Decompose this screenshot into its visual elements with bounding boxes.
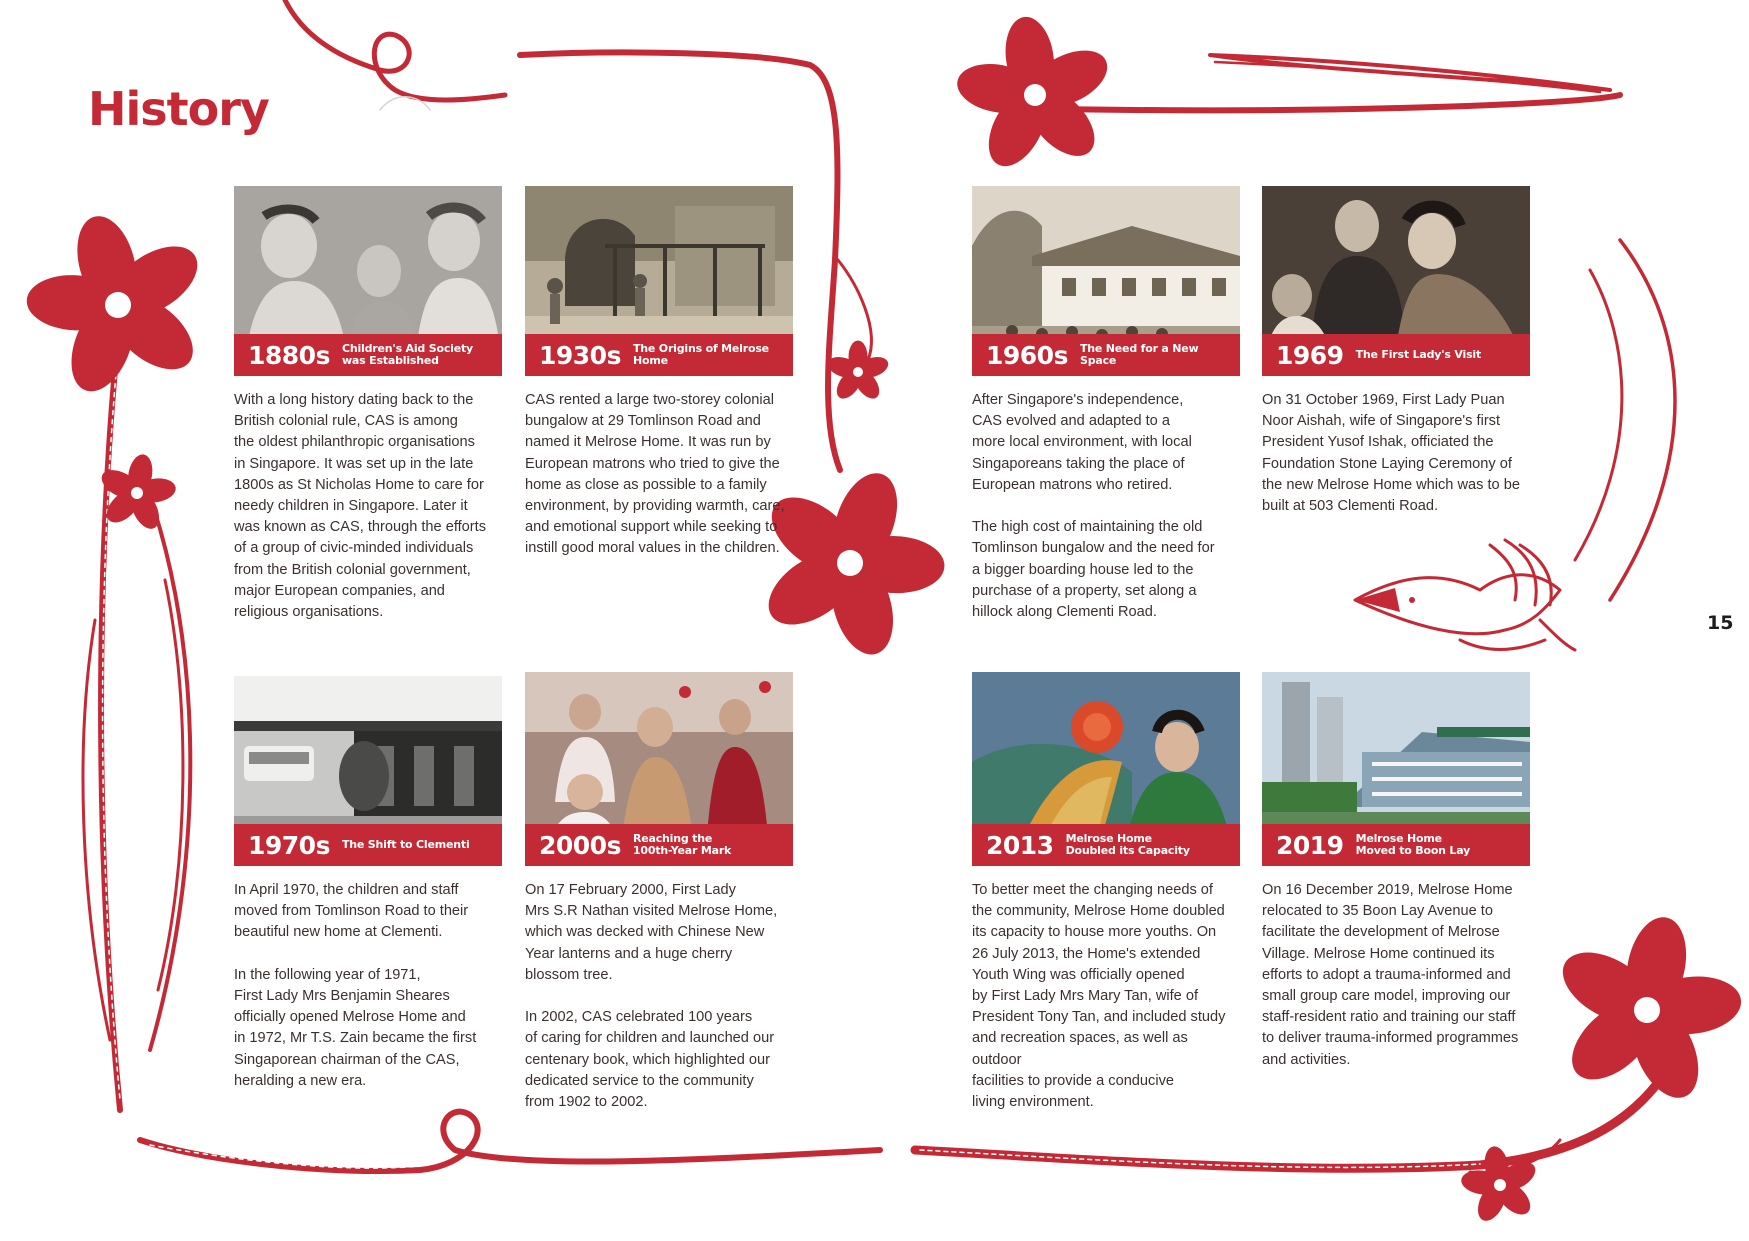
timeline-year: 1960s <box>986 340 1068 370</box>
timeline-caption: Reaching the 100th-Year Mark <box>632 832 732 857</box>
timeline-caption: Melrose Home Moved to Boon Lay <box>1355 832 1471 857</box>
page-number: 15 <box>1707 612 1734 634</box>
timeline-banner <box>972 824 1240 866</box>
photo-2019 <box>1262 672 1530 866</box>
photo-1880s <box>234 186 502 376</box>
timeline-card-1930s <box>525 186 793 560</box>
timeline-card-1970s <box>234 676 502 1092</box>
timeline-year: 1970s <box>248 830 330 860</box>
photo-2000s <box>525 672 793 866</box>
timeline-description: After Singapore's independence, CAS evolved and adapted to a more local environment, with local Singaporeans taking the place of European matrons who retired. The high cost of maintaining the old Tomlinson bungalow and the need for a bigger boarding house led to the purchase of a property, set along a hillock along Clementi Road. <box>972 392 1215 621</box>
timeline-card-2000s <box>525 672 793 1113</box>
timeline-year: 2013 <box>986 830 1054 860</box>
timeline-description: In April 1970, the children and staff moved from Tomlinson Road to their beautiful new home at Clementi. In the following year of 1971, First Lady Mrs Benjamin Sheares officially opened Melrose Home and in 1972, Mr T.S. Zain became the first Singaporean chairman of the CAS, heralding a new era. <box>234 882 477 1089</box>
timeline-description: On 17 February 2000, First Lady Mrs S.R Nathan visited Melrose Home, which was decked with Chinese New Year lanterns and a huge cherry blossom tree. In 2002, CAS celebrated 100 years of caring for children and launched our centenary book, which highlighted our dedicated service to the community from 1902 to 2002. <box>525 882 778 1111</box>
timeline-description: With a long history dating back to the British colonial rule, CAS is among the oldest philanthropic organisations in Singapore. It was set up in the late 1800s as St Nicholas Home to care for needy children in Singapore. Later it was known as CAS, through the efforts of a group of civic-minded individuals from the British colonial government, major European companies, and religious organisations. <box>234 392 487 621</box>
photo-1960s <box>972 186 1240 376</box>
timeline-caption: The Origins of Melrose Home <box>632 342 769 367</box>
page-title: History <box>88 82 269 136</box>
timeline-year: 1880s <box>248 340 330 370</box>
timeline-card-1969 <box>1262 186 1530 517</box>
timeline-year: 2019 <box>1276 830 1344 860</box>
photo-1970s <box>234 676 502 866</box>
timeline-caption: The Shift to Clementi <box>341 838 470 851</box>
timeline-banner <box>234 824 502 866</box>
timeline-description: On 16 December 2019, Melrose Home relocated to 35 Boon Lay Avenue to facilitate the development of Melrose Village. Melrose Home continued its efforts to adopt a trauma-informed and small group care model, improving our staff-resident ratio and training our staff to deliver trauma-informed programmes and activities. <box>1262 882 1519 1068</box>
vine-top-right <box>1010 95 1620 110</box>
timeline-caption: Children's Aid Society was Established <box>341 342 473 367</box>
vine-top-left <box>285 0 505 100</box>
timeline-card-2019 <box>1262 672 1530 1071</box>
timeline-card-1960s <box>972 186 1240 623</box>
timeline-card-2013 <box>972 672 1240 1113</box>
photo-1969 <box>1262 186 1530 376</box>
timeline-year: 1930s <box>539 340 621 370</box>
photo-2013 <box>972 672 1240 866</box>
timeline-banner <box>525 824 793 866</box>
vine-bottom-left <box>140 1112 880 1171</box>
timeline-banner <box>1262 824 1530 866</box>
timeline-banner <box>234 334 502 376</box>
timeline-year: 2000s <box>539 830 621 860</box>
timeline-card-1880s <box>234 186 502 623</box>
timeline-caption: The Need for a New Space <box>1079 342 1199 367</box>
timeline-description: On 31 October 1969, First Lady Puan Noor Aishah, wife of Singapore's first President Yusof Ishak, officiated the Foundation Stone Laying Ceremony of the new Melrose Home which was to be built at 503 Clementi Road. <box>1262 392 1520 515</box>
timeline-banner <box>525 334 793 376</box>
timeline-description: To better meet the changing needs of the community, Melrose Home doubled its capacity to house more youths. On 26 July 2013, the Home's extended Youth Wing was officially opened by First Lady Mrs Mary Tan, wife of President Tony Tan, and included study and recreation spaces, as well as outdoor facilities to provide a conducive living environment. <box>972 882 1226 1111</box>
timeline-banner <box>972 334 1240 376</box>
timeline-banner <box>1262 334 1530 376</box>
timeline-description: CAS rented a large two-storey colonial bungalow at 29 Tomlinson Road and named it Melrose Home. It was run by European matrons who tried to give the home as close as possible to a family environment, by providing warmth, care, and emotional support while seeking to instill good moral values in the children. <box>525 392 785 557</box>
photo-1930s <box>525 186 793 376</box>
timeline-caption: The First Lady's Visit <box>1355 348 1482 361</box>
timeline-caption: Melrose Home Doubled its Capacity <box>1065 832 1190 857</box>
timeline-year: 1969 <box>1276 340 1344 370</box>
